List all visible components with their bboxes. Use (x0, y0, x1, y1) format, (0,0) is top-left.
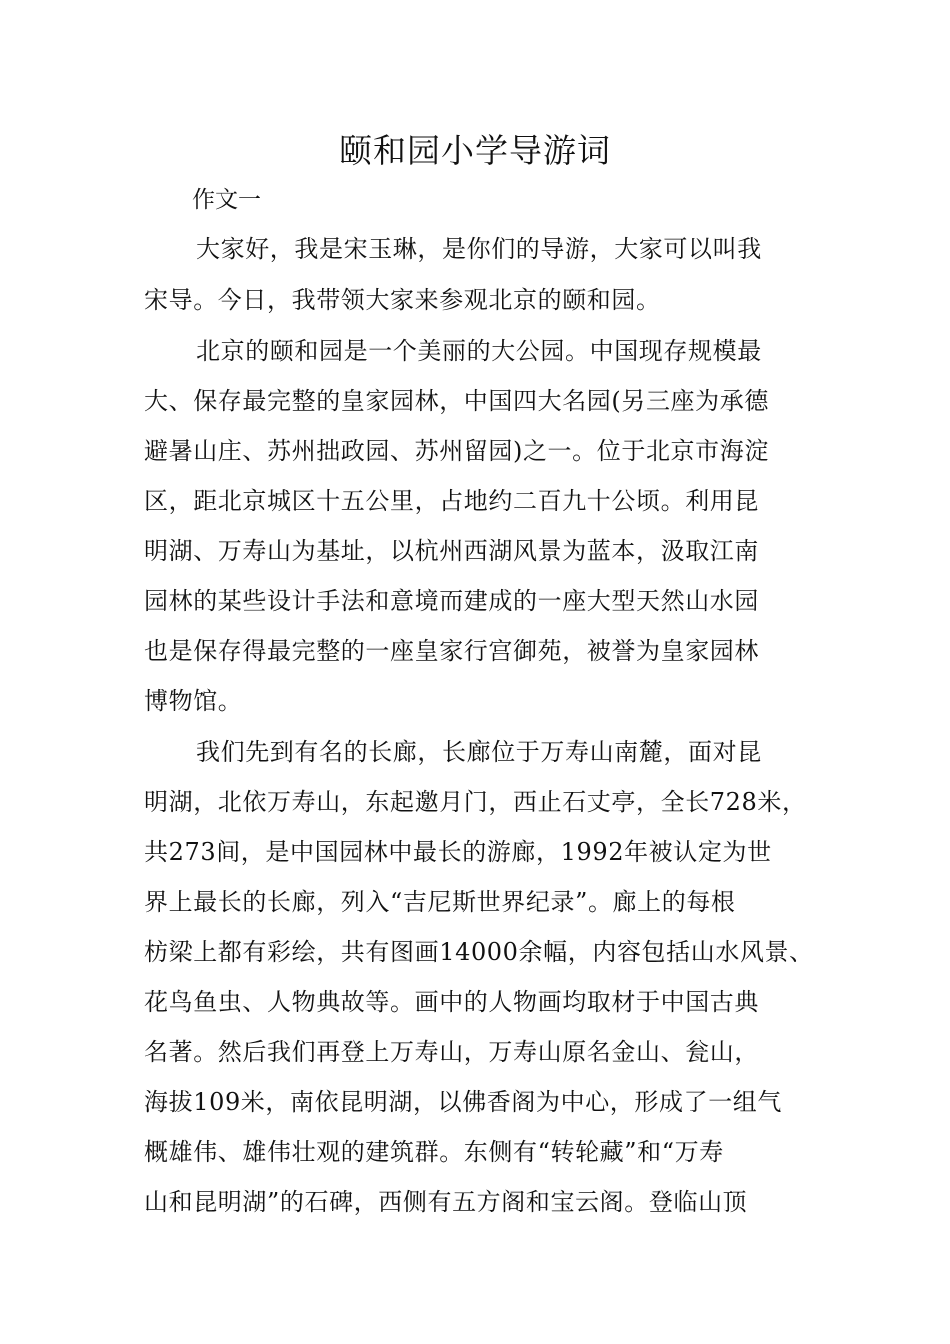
body-line: 明湖、万寿山为基址，以杭州西湖风景为蓝本，汲取江南 (144, 537, 759, 565)
body-line: 博物馆。 (144, 687, 243, 715)
body-line: 园林的某些设计手法和意境而建成的一座大型天然山水园 (144, 587, 759, 615)
body-line: 大、保存最完整的皇家园林，中国四大名园(另三座为承德 (144, 387, 769, 415)
body-line: 明湖，北依万寿山，东起邀月门，西止石丈亭，全长728米， (144, 788, 807, 816)
body-line: 北京的颐和园是一个美丽的大公园。中国现存规模最 (196, 337, 762, 365)
body-line: 也是保存得最完整的一座皇家行宫御苑，被誉为皇家园林 (144, 637, 759, 665)
body-line: 海拔109米，南依昆明湖，以佛香阁为中心，形成了一组气 (144, 1088, 783, 1116)
body-line: 共273间，是中国园林中最长的游廊，1992年被认定为世 (144, 838, 772, 866)
body-line: 大家好，我是宋玉琳，是你们的导游，大家可以叫我 (196, 235, 762, 263)
body-line: 避暑山庄、苏州拙政园、苏州留园)之一。位于北京市海淀 (144, 437, 769, 465)
body-line: 山和昆明湖”的石碑，西侧有五方阁和宝云阁。登临山顶 (144, 1188, 748, 1216)
document-subtitle: 作文一 (192, 187, 261, 213)
body-line: 界上最长的长廊，列入“吉尼斯世界纪录”。廊上的每根 (144, 888, 736, 916)
body-line: 宋导。今日，我带领大家来参观北京的颐和园。 (144, 286, 661, 314)
body-line: 花鸟鱼虫、人物典故等。画中的人物画均取材于中国古典 (144, 988, 759, 1016)
body-line: 我们先到有名的长廊，长廊位于万寿山南麓，面对昆 (196, 738, 762, 766)
document-title: 颐和园小学导游词 (339, 131, 611, 170)
body-line: 区，距北京城区十五公里，占地约二百九十公顷。利用昆 (144, 487, 759, 515)
body-line: 名著。然后我们再登上万寿山，万寿山原名金山、瓮山， (144, 1038, 759, 1066)
body-line: 概雄伟、雄伟壮观的建筑群。东侧有“转轮藏”和“万寿 (144, 1138, 724, 1166)
body-line: 枋梁上都有彩绘，共有图画14000余幅，内容包括山水风景、 (144, 938, 814, 966)
